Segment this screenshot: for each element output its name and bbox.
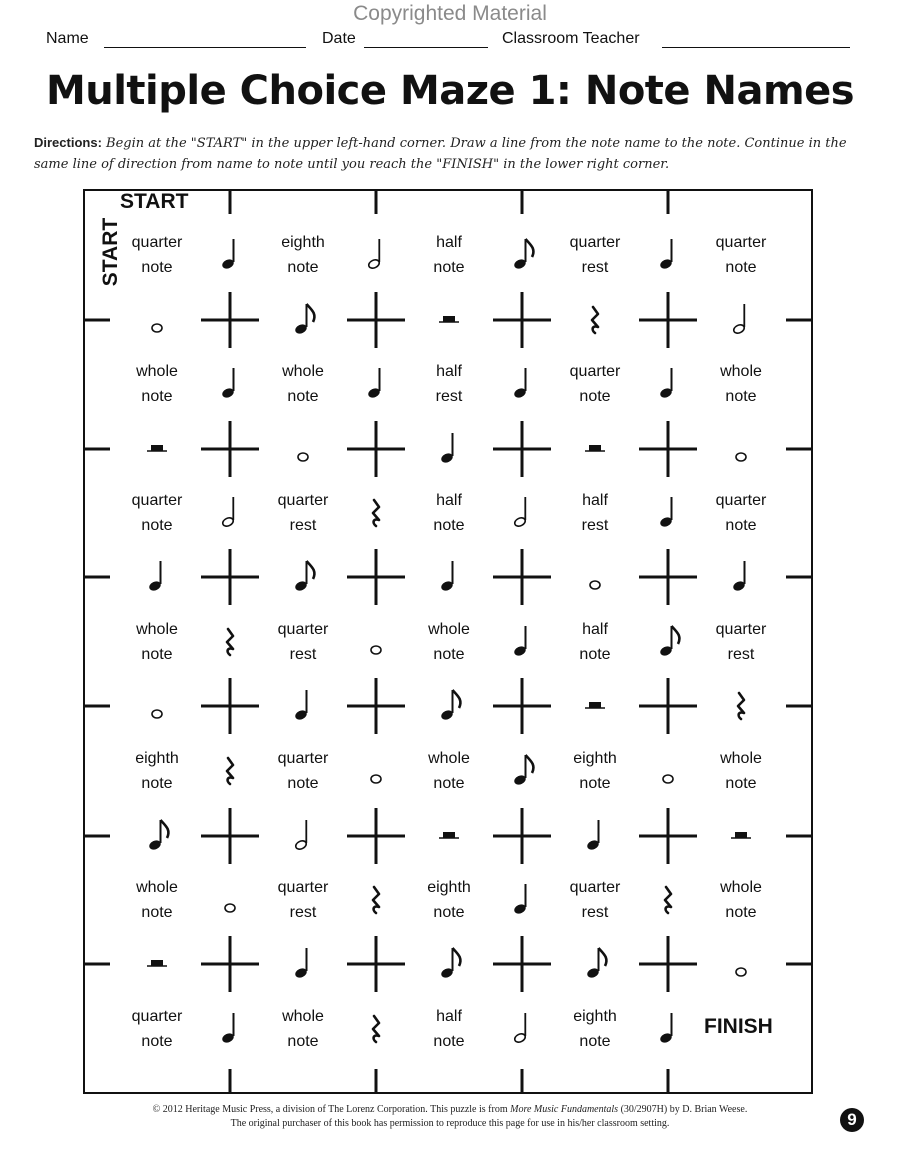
whole-note-icon bbox=[736, 453, 746, 461]
half-rest-icon bbox=[585, 445, 605, 451]
maze-cross bbox=[201, 678, 259, 734]
note-name-label bbox=[686, 875, 796, 925]
note-name-label bbox=[686, 230, 796, 280]
note-name-line1: quarter bbox=[569, 879, 621, 896]
half-rest-icon bbox=[439, 832, 459, 838]
note-name-label bbox=[540, 488, 650, 538]
maze-cross bbox=[201, 936, 259, 992]
note-name-label bbox=[540, 1004, 650, 1054]
quarter-rest-icon bbox=[227, 758, 233, 784]
footer-text-b: (30/2907H) by D. Brian Weese. bbox=[618, 1104, 748, 1115]
note-name-line1: half bbox=[436, 492, 462, 509]
maze-cross bbox=[493, 421, 551, 477]
note-name-line2: note bbox=[287, 775, 319, 792]
half-note-icon bbox=[367, 239, 380, 270]
quarter-rest-icon bbox=[665, 887, 671, 913]
note-name-label bbox=[102, 1004, 212, 1054]
whole-note-icon bbox=[152, 324, 162, 332]
note-name-line2: note bbox=[141, 259, 173, 276]
quarter-note-icon bbox=[148, 561, 163, 592]
whole-note-icon bbox=[371, 775, 381, 783]
note-name-line1: whole bbox=[428, 621, 470, 638]
quarter-note-icon bbox=[513, 626, 528, 657]
note-name-line1: eighth bbox=[573, 750, 617, 767]
note-name-line2: note bbox=[579, 388, 611, 405]
note-name-line2: note bbox=[433, 517, 465, 534]
note-name-label bbox=[540, 230, 650, 280]
maze-cross bbox=[639, 678, 697, 734]
whole-note-icon bbox=[225, 904, 235, 912]
maze-cross bbox=[493, 678, 551, 734]
note-name-line2: note bbox=[725, 259, 757, 276]
note-name-line2: rest bbox=[289, 646, 317, 663]
note-name-line1: quarter bbox=[569, 234, 621, 251]
note-name-line1: whole bbox=[136, 363, 178, 380]
quarter-note-icon bbox=[294, 948, 309, 979]
note-name-label bbox=[686, 359, 796, 409]
maze-cross bbox=[493, 936, 551, 992]
note-name-line1: whole bbox=[282, 363, 324, 380]
note-name-line1: quarter bbox=[715, 621, 767, 638]
note-name-line1: half bbox=[582, 492, 608, 509]
note-name-line2: note bbox=[141, 646, 173, 663]
note-name-line1: half bbox=[436, 363, 462, 380]
note-name-line1: quarter bbox=[131, 492, 183, 509]
note-name-line1: quarter bbox=[277, 621, 329, 638]
quarter-note-icon bbox=[659, 1013, 674, 1044]
note-name-label bbox=[394, 359, 504, 409]
note-name-line2: note bbox=[141, 1033, 173, 1050]
note-name-line1: half bbox=[582, 621, 608, 638]
note-name-line1: half bbox=[436, 1008, 462, 1025]
note-name-label bbox=[248, 617, 358, 667]
maze-cross bbox=[347, 678, 405, 734]
note-name-line1: eighth bbox=[281, 234, 325, 251]
maze-cross bbox=[201, 292, 259, 348]
maze-cross bbox=[493, 549, 551, 605]
page-number: 9 bbox=[840, 1108, 864, 1132]
maze-cross bbox=[639, 549, 697, 605]
note-name-label bbox=[248, 875, 358, 925]
note-name-label bbox=[540, 617, 650, 667]
half-note-icon bbox=[221, 497, 234, 528]
maze-cross bbox=[639, 936, 697, 992]
maze-cross bbox=[347, 292, 405, 348]
note-name-line2: note bbox=[725, 904, 757, 921]
note-name-label bbox=[394, 617, 504, 667]
half-note-icon bbox=[294, 820, 307, 851]
note-name-line2: rest bbox=[727, 646, 755, 663]
note-name-line1: eighth bbox=[135, 750, 179, 767]
note-name-label bbox=[102, 617, 212, 667]
note-name-line2: note bbox=[141, 388, 173, 405]
maze-cross bbox=[201, 549, 259, 605]
maze-cross bbox=[201, 421, 259, 477]
quarter-note-icon bbox=[221, 1013, 236, 1044]
note-name-line2: note bbox=[433, 775, 465, 792]
note-name-label bbox=[394, 488, 504, 538]
quarter-note-icon bbox=[440, 561, 455, 592]
eighth-note-icon bbox=[440, 948, 461, 979]
eighth-note-icon bbox=[659, 626, 680, 657]
eighth-note-icon bbox=[513, 755, 534, 786]
half-rest-icon bbox=[439, 316, 459, 322]
note-name-line2: note bbox=[433, 646, 465, 663]
quarter-note-icon bbox=[513, 368, 528, 399]
maze-cross bbox=[347, 421, 405, 477]
footer-permission: The original purchaser of this book has permission to reproduce this page for use in his/her classroom setting. bbox=[230, 1118, 670, 1129]
note-name-line1: quarter bbox=[277, 492, 329, 509]
note-name-label bbox=[248, 1004, 358, 1054]
note-name-line2: note bbox=[433, 904, 465, 921]
whole-note-icon bbox=[152, 710, 162, 718]
eighth-note-icon bbox=[586, 948, 607, 979]
note-name-label bbox=[102, 746, 212, 796]
copyright-watermark: Copyrighted Material bbox=[353, 2, 547, 25]
note-name-line1: whole bbox=[136, 621, 178, 638]
note-name-line1: whole bbox=[282, 1008, 324, 1025]
eighth-note-icon bbox=[513, 239, 534, 270]
note-name-line1: quarter bbox=[277, 879, 329, 896]
note-name-line2: rest bbox=[581, 517, 609, 534]
maze-cross bbox=[639, 292, 697, 348]
note-name-label bbox=[394, 875, 504, 925]
note-name-line1: whole bbox=[428, 750, 470, 767]
eighth-note-icon bbox=[294, 304, 315, 335]
footer-book-title: More Music Fundamentals bbox=[510, 1104, 619, 1115]
note-name-line2: rest bbox=[289, 904, 317, 921]
note-name-line1: whole bbox=[136, 879, 178, 896]
note-name-label bbox=[540, 746, 650, 796]
half-note-icon bbox=[513, 1013, 526, 1044]
maze-cross bbox=[493, 808, 551, 864]
maze-cross bbox=[639, 808, 697, 864]
note-name-line1: eighth bbox=[427, 879, 471, 896]
quarter-note-icon bbox=[513, 884, 528, 915]
note-name-label bbox=[102, 875, 212, 925]
quarter-rest-icon bbox=[738, 693, 744, 719]
whole-note-icon bbox=[298, 453, 308, 461]
note-name-label bbox=[686, 488, 796, 538]
note-name-line2: note bbox=[725, 517, 757, 534]
note-name-label bbox=[248, 746, 358, 796]
note-name-line1: quarter bbox=[131, 1008, 183, 1025]
whole-note-icon bbox=[590, 581, 600, 589]
footer bbox=[90, 1103, 810, 1131]
note-name-line2: note bbox=[579, 1033, 611, 1050]
finish-label: FINISH bbox=[704, 1015, 773, 1038]
note-name-line1: whole bbox=[720, 879, 762, 896]
note-name-label bbox=[102, 359, 212, 409]
directions-label: Directions: bbox=[34, 135, 102, 150]
half-rest-icon bbox=[731, 832, 751, 838]
note-name-line2: note bbox=[141, 517, 173, 534]
maze-cross bbox=[639, 421, 697, 477]
note-name-label bbox=[686, 617, 796, 667]
maze-cross bbox=[201, 808, 259, 864]
note-name-line2: note bbox=[433, 1033, 465, 1050]
start-label: START bbox=[120, 190, 189, 213]
quarter-rest-icon bbox=[227, 629, 233, 655]
quarter-note-icon bbox=[221, 239, 236, 270]
half-rest-icon bbox=[147, 445, 167, 451]
note-name-label bbox=[102, 488, 212, 538]
note-name-line1: whole bbox=[720, 363, 762, 380]
note-name-label bbox=[540, 359, 650, 409]
note-name-label bbox=[394, 746, 504, 796]
note-name-line2: note bbox=[287, 1033, 319, 1050]
note-name-line2: note bbox=[141, 775, 173, 792]
note-name-line2: note bbox=[141, 904, 173, 921]
note-name-line1: quarter bbox=[715, 492, 767, 509]
note-name-label bbox=[394, 1004, 504, 1054]
note-name-label bbox=[248, 359, 358, 409]
footer-text-a: © 2012 Heritage Music Press, a division of The Lorenz Corporation. This puzzle is from bbox=[152, 1104, 511, 1115]
note-name-line2: rest bbox=[581, 259, 609, 276]
quarter-note-icon bbox=[294, 690, 309, 721]
eighth-note-icon bbox=[440, 690, 461, 721]
quarter-rest-icon bbox=[373, 1016, 379, 1042]
note-name-label bbox=[394, 230, 504, 280]
eighth-note-icon bbox=[148, 820, 169, 851]
note-name-line2: note bbox=[433, 259, 465, 276]
half-note-icon bbox=[732, 304, 745, 335]
quarter-note-icon bbox=[659, 368, 674, 399]
directions-text: Begin at the "START" in the upper left-hand corner. Draw a line from the note name to the note. Continue in the same line of direction from name to note until you reach the "FINISH" in the lower right corner. bbox=[34, 136, 847, 172]
quarter-rest-icon bbox=[592, 307, 598, 333]
half-rest-icon bbox=[147, 960, 167, 966]
maze-cross bbox=[347, 936, 405, 992]
name-label: Name bbox=[46, 30, 89, 47]
maze-cross bbox=[347, 549, 405, 605]
note-name-line1: quarter bbox=[277, 750, 329, 767]
start-label-vertical: START bbox=[99, 217, 123, 287]
half-rest-icon bbox=[585, 702, 605, 708]
note-name-line2: note bbox=[725, 775, 757, 792]
quarter-note-icon bbox=[440, 433, 455, 464]
page-title: Multiple Choice Maze 1: Note Names bbox=[45, 68, 855, 114]
maze-cross bbox=[347, 808, 405, 864]
note-name-line2: note bbox=[579, 646, 611, 663]
eighth-note-icon bbox=[294, 561, 315, 592]
note-name-label bbox=[540, 875, 650, 925]
note-name-line1: eighth bbox=[573, 1008, 617, 1025]
note-name-label bbox=[248, 488, 358, 538]
whole-note-icon bbox=[371, 646, 381, 654]
whole-note-icon bbox=[663, 775, 673, 783]
quarter-note-icon bbox=[586, 820, 601, 851]
maze-cross bbox=[493, 292, 551, 348]
note-name-line2: rest bbox=[289, 517, 317, 534]
quarter-note-icon bbox=[367, 368, 382, 399]
note-name-line2: note bbox=[287, 259, 319, 276]
quarter-rest-icon bbox=[373, 887, 379, 913]
quarter-note-icon bbox=[659, 497, 674, 528]
date-label: Date bbox=[322, 30, 356, 47]
note-name-line2: note bbox=[287, 388, 319, 405]
half-note-icon bbox=[513, 497, 526, 528]
note-name-label bbox=[686, 746, 796, 796]
note-name-line1: whole bbox=[720, 750, 762, 767]
whole-note-icon bbox=[736, 968, 746, 976]
quarter-note-icon bbox=[732, 561, 747, 592]
note-name-line1: quarter bbox=[131, 234, 183, 251]
note-name-line1: half bbox=[436, 234, 462, 251]
note-name-line2: rest bbox=[581, 904, 609, 921]
note-name-line2: note bbox=[579, 775, 611, 792]
note-name-line1: quarter bbox=[715, 234, 767, 251]
note-name-line1: quarter bbox=[569, 363, 621, 380]
quarter-note-icon bbox=[659, 239, 674, 270]
note-name-line2: rest bbox=[435, 388, 463, 405]
quarter-note-icon bbox=[221, 368, 236, 399]
note-name-label bbox=[248, 230, 358, 280]
quarter-rest-icon bbox=[373, 500, 379, 526]
note-name-line2: note bbox=[725, 388, 757, 405]
teacher-label: Classroom Teacher bbox=[502, 30, 640, 47]
